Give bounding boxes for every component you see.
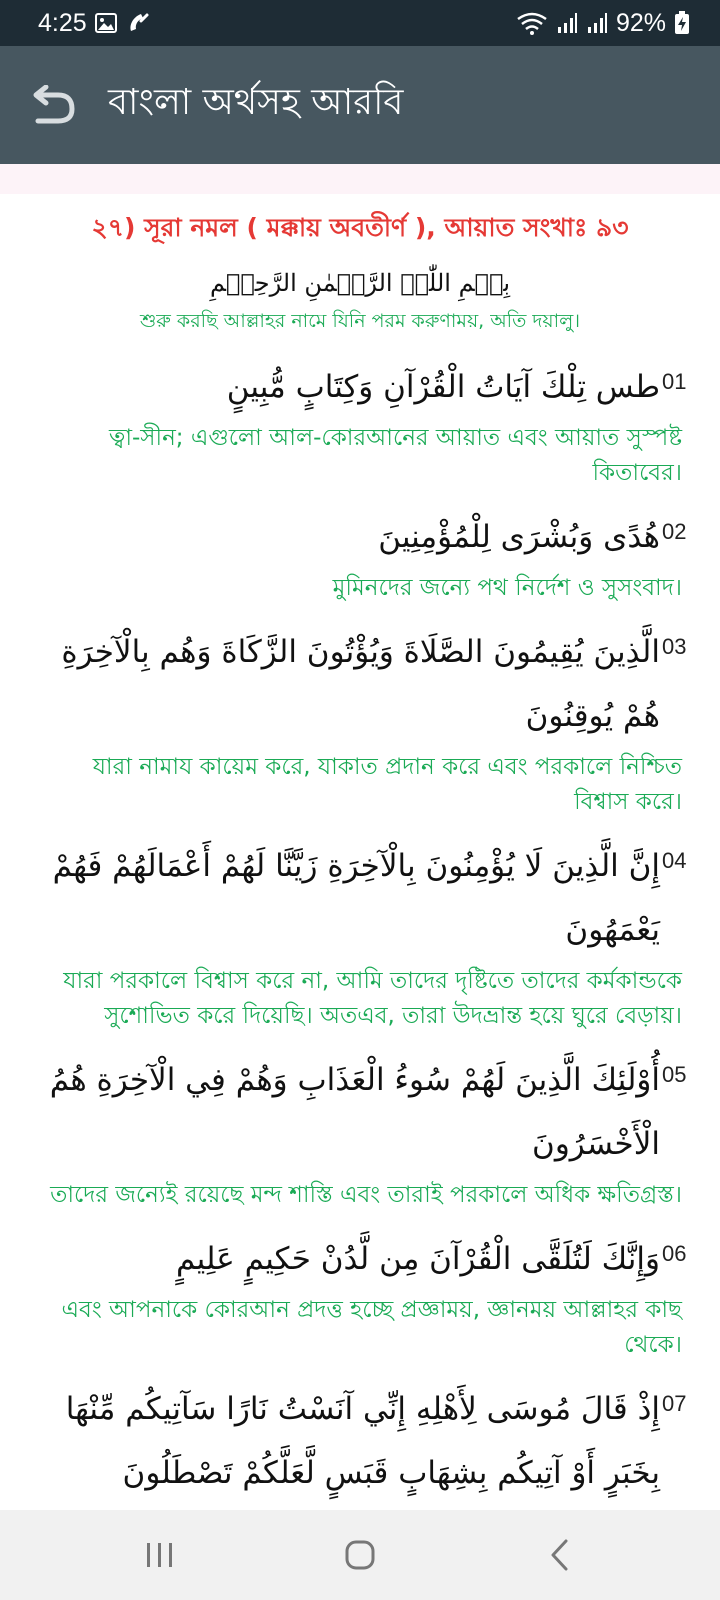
system-nav-bar	[0, 1510, 720, 1600]
back-undo-icon	[30, 85, 76, 125]
recent-apps-button[interactable]	[120, 1525, 200, 1585]
wifi-icon	[516, 11, 548, 35]
app-bar	[0, 46, 720, 164]
surah-content[interactable]	[0, 194, 720, 1510]
ayah-translation: মুমিনদের জন্যে পথ নির্দেশ ও সুসংবাদ।	[332, 575, 682, 601]
home-icon	[343, 1538, 377, 1572]
ayah-number: 02	[662, 519, 687, 544]
ayah-arabic-line	[20, 834, 688, 962]
nav-back-button[interactable]	[520, 1525, 600, 1585]
ayah-item[interactable]	[0, 1048, 720, 1213]
bismillah-arabic: بِسۡمِ اللّٰہِ الرَّحۡمٰنِ الرَّحِیۡمِ	[209, 269, 511, 297]
ayah-number: 06	[662, 1241, 687, 1266]
ayah-arabic-line	[20, 1227, 688, 1291]
ayah-arabic: وَإِنَّكَ لَتُلَقَّى الْقُرْآنَ مِن لَّدُنْ حَكِيمٍ عَلِيمٍ	[176, 1241, 660, 1277]
ayah-arabic-line	[20, 620, 688, 748]
recent-apps-icon	[143, 1540, 177, 1570]
divider-strip	[0, 164, 720, 194]
battery-charging-icon	[674, 11, 690, 35]
status-time: 4:25	[38, 8, 87, 37]
ayah-translation: ত্বা-সীন; এগুলো আল-কোরআনের আয়াত এবং আয়াত সুস্পষ্ট কিতাবের।	[108, 425, 682, 486]
home-button[interactable]	[320, 1525, 400, 1585]
ayah-number: 07	[662, 1391, 687, 1416]
signal-icon	[556, 12, 578, 34]
ayah-number: 04	[662, 848, 687, 873]
surah-header: ২৭) সূরা নমল ( মক্কায় অবতীর্ণ ), আয়াত সংখাঃ ৯৩	[91, 213, 629, 242]
status-bar	[0, 0, 720, 46]
ayah-item[interactable]	[0, 834, 720, 1034]
back-button[interactable]	[28, 80, 78, 130]
status-left	[38, 9, 151, 38]
ayah-arabic-line	[20, 505, 688, 569]
signal-icon	[586, 12, 608, 34]
ayah-translation: তাদের জন্যেই রয়েছে মন্দ শাস্তি এবং তারাই পরকালে অধিক ক্ষতিগ্রস্ত।	[50, 1182, 682, 1208]
ayah-number: 05	[662, 1062, 687, 1087]
ayah-arabic: الَّذِينَ يُقِيمُونَ الصَّلَاةَ وَيُؤْتُونَ الزَّكَاةَ وَهُم بِالْآخِرَةِ هُمْ يُوقِنُونَ	[61, 634, 660, 734]
ayah-number: 03	[662, 634, 687, 659]
page-title: বাংলা অর্থসহ আরবি	[108, 82, 404, 123]
phone-call-icon	[125, 11, 151, 35]
ayah-translation: যারা নামায কায়েম করে, যাকাত প্রদান করে এবং পরকালে নিশ্চিত বিশ্বাস করে।	[92, 754, 682, 815]
status-right	[516, 9, 690, 38]
ayah-arabic: إِذْ قَالَ مُوسَى لِأَهْلِهِ إِنِّي آنَسْتُ نَارًا سَآتِيكُم مِّنْهَا بِخَبَرٍ أَوْ آتِيكُم بِشِهَابٍ قَبَسٍ لَّعَلَّكُمْ تَصْطَلُونَ	[65, 1391, 660, 1491]
ayah-arabic-line	[20, 1048, 688, 1176]
ayah-arabic-line	[20, 355, 688, 419]
ayah-item[interactable]	[0, 505, 720, 606]
ayah-item[interactable]	[0, 355, 720, 491]
bismillah-bangla: শুরু করছি আল্লাহর নামে যিনি পরম করুণাময়, অতি দয়ালু।	[139, 310, 581, 332]
ayah-translation: যারা পরকালে বিশ্বাস করে না, আমি তাদের দৃষ্টিতে তাদের কর্মকান্ডকে সুশোভিত করে দিয়েছি। অতএব, তারা উদভ্রান্ত হয়ে ঘুরে বেড়ায়।	[63, 968, 682, 1029]
ayah-arabic: طس تِلْكَ آيَاتُ الْقُرْآنِ وَكِتَابٍ مُّبِينٍ	[226, 369, 660, 405]
ayah-number: 01	[662, 369, 687, 394]
ayah-arabic: إِنَّ الَّذِينَ لَا يُؤْمِنُونَ بِالْآخِرَةِ زَيَّنَّا لَهُمْ أَعْمَالَهُمْ فَهُمْ يَعْمَهُونَ	[52, 848, 660, 948]
ayah-item[interactable]	[0, 1377, 720, 1505]
ayah-arabic-line	[20, 1377, 688, 1505]
image-icon	[95, 13, 117, 33]
ayah-item[interactable]	[0, 1227, 720, 1363]
back-chevron-icon	[548, 1538, 572, 1572]
ayah-translation: এবং আপনাকে কোরআন প্রদত্ত হচ্ছে প্রজ্ঞাময়, জ্ঞানময় আল্লাহর কাছ থেকে।	[61, 1297, 682, 1358]
battery-percent: 92%	[615, 8, 666, 37]
ayah-item[interactable]	[0, 620, 720, 820]
ayah-arabic: هُدًى وَبُشْرَى لِلْمُؤْمِنِينَ	[378, 519, 660, 555]
ayah-arabic: أُوْلَئِكَ الَّذِينَ لَهُمْ سُوءُ الْعَذَابِ وَهُمْ فِي الْآخِرَةِ هُمُ الْأَخْسَرُونَ	[49, 1062, 660, 1162]
